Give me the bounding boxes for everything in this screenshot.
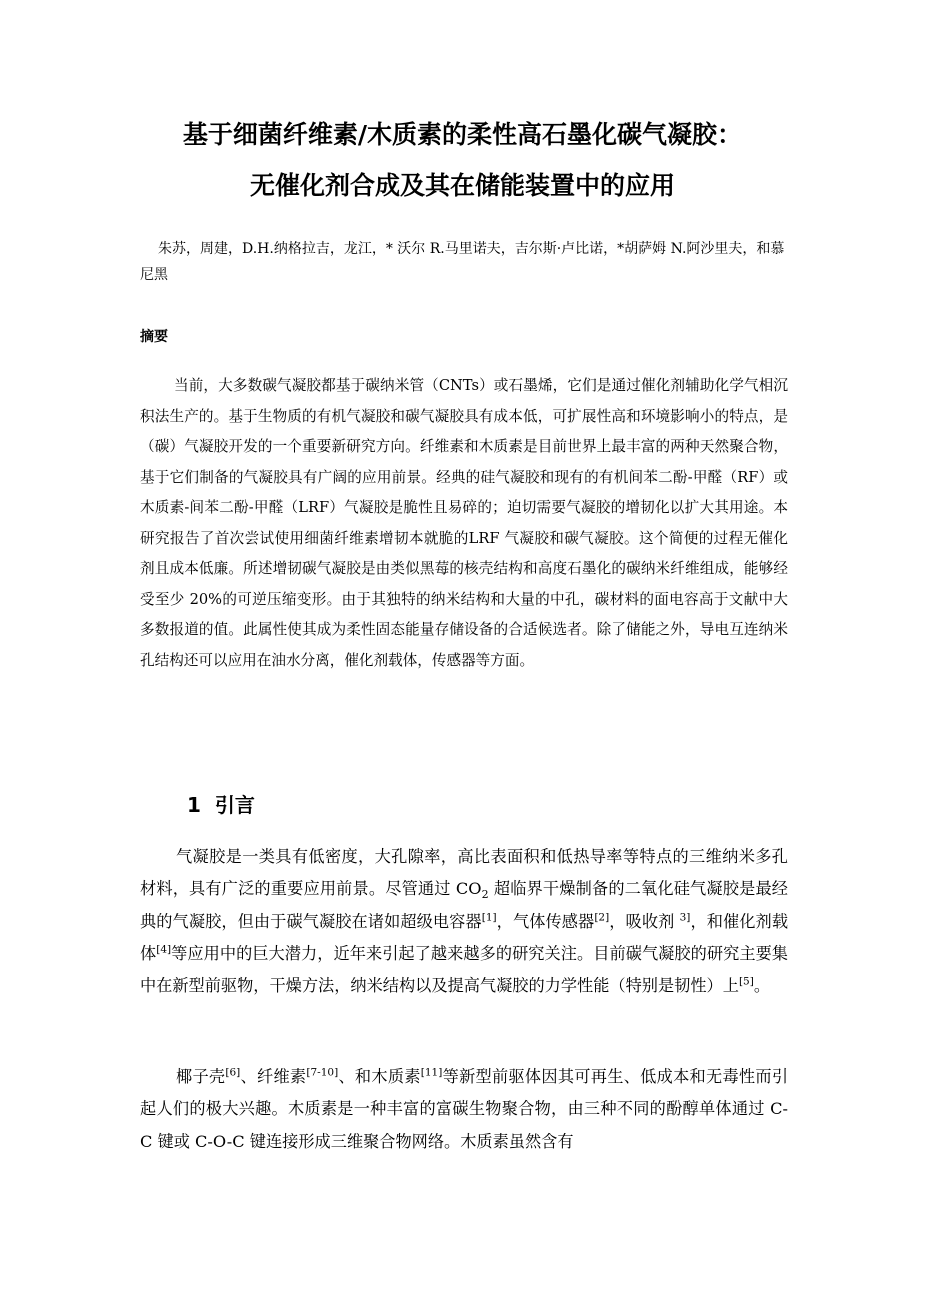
intro-paragraph-1: [140, 841, 788, 1002]
text-run: 气凝胶是一类具有低密度，大孔隙率，高比表面积和低热导率等特点的三维纳米多孔材料，具有广泛的重要应用前景。尽管通过 CO: [140, 847, 788, 899]
text-run: 、和木质素: [338, 1067, 421, 1086]
text-run: 。: [753, 976, 770, 996]
text-run: ，和催化剂载体: [140, 911, 789, 963]
citation-ref: [11]: [420, 1066, 443, 1079]
paper-title-line-2: 无催化剂合成及其在储能装置中的应用: [249, 171, 675, 200]
abstract-text: 当前，大多数碳气凝胶都基于碳纳米管（CNTs）或石墨烯，它们是通过催化剂辅助化学气相沉积法生产的。基于生物质的有机气凝胶和碳气凝胶具有成本低，可扩展性高和环境影响小的特点，是（碳）气凝胶开发的一个重要新研究方向。纤维素和木质素是目前世界上最丰富的两种天然聚合物，基于它们制备的气凝胶具有广阔的应用前景。经典的硅气凝胶和现有的有机间苯二酚-甲醛（RF）或木质素-间苯二酚-甲醛（LRF）气凝胶是脆性且易碎的；迫切需要气凝胶的增韧化以扩大其用途。本研究报告了首次尝试使用细菌纤维素增韧本就脆的LRF 气凝胶和碳气凝胶。这个简便的过程无催化剂且成本低廉。所述增韧碳气凝胶是由类似黑莓的核壳结构和高度石墨化的碳纳米纤维组成，能够经受至少 20%的可逆压缩变形。由于其独特的纳米结构和大量的中孔，碳材料的面电容高于文献中大多数报道的值。此属性使其成为柔性固态能量存储设备的合适候选者。除了储能之外，导电互连纳米孔结构还可以应用在油水分离，催化剂载体，传感器等方面。: [140, 377, 788, 669]
section-number: 1: [187, 793, 201, 817]
paper-title-line-1: 基于细菌纤维素/木质素的柔性高石墨化碳气凝胶：: [182, 120, 743, 149]
text-run: 等应用中的巨大潜力，近年来引起了越来越多的研究关注。目前碳气凝胶的研究主要集中在新型前驱物，干燥方法，纳米结构以及提高气凝胶的力学性能（特别是韧性）上: [140, 943, 788, 996]
citation-ref: [6]: [225, 1066, 241, 1079]
section-heading-introduction: [187, 790, 255, 820]
author-list: 朱苏，周建，D.H.纳格拉吉，龙江，* 沃尔 R.马里诺夫，吉尔斯·卢比诺，*胡萨姆 N.阿沙里夫，和慕尼黑: [140, 241, 785, 283]
text-run: 、纤维素: [240, 1067, 307, 1086]
citation-ref: [7-10]: [306, 1066, 339, 1079]
citation-ref: 3]: [679, 911, 691, 924]
section-title: 引言: [214, 793, 255, 817]
citation-ref: [2]: [594, 911, 610, 924]
text-run: 等新型前驱体因其可再生、低成本和无毒性而引起人们的极大兴趣。木质素是一种丰富的富碳生物聚合物，由三种不同的酚醇单体通过 C-C 键或 C-O-C 键连接形成三维聚合物网络。木质素虽然含有: [140, 1067, 789, 1151]
text-run: ，气体传感器: [496, 911, 595, 931]
citation-ref: [1]: [481, 911, 497, 924]
intro-paragraph-2: [140, 1061, 788, 1158]
subscript: 2: [481, 888, 489, 902]
citation-ref: [4]: [156, 943, 172, 956]
text-run: ，吸收剂: [609, 911, 680, 931]
abstract-heading: 摘要: [140, 329, 168, 345]
citation-ref: [5]: [738, 975, 754, 988]
text-run: 椰子壳: [176, 1067, 226, 1086]
text-run: 超临界干燥制备的二氧化硅气凝胶是最经典的气凝胶，但由于碳气凝胶在诸如超级电容器: [140, 879, 788, 931]
